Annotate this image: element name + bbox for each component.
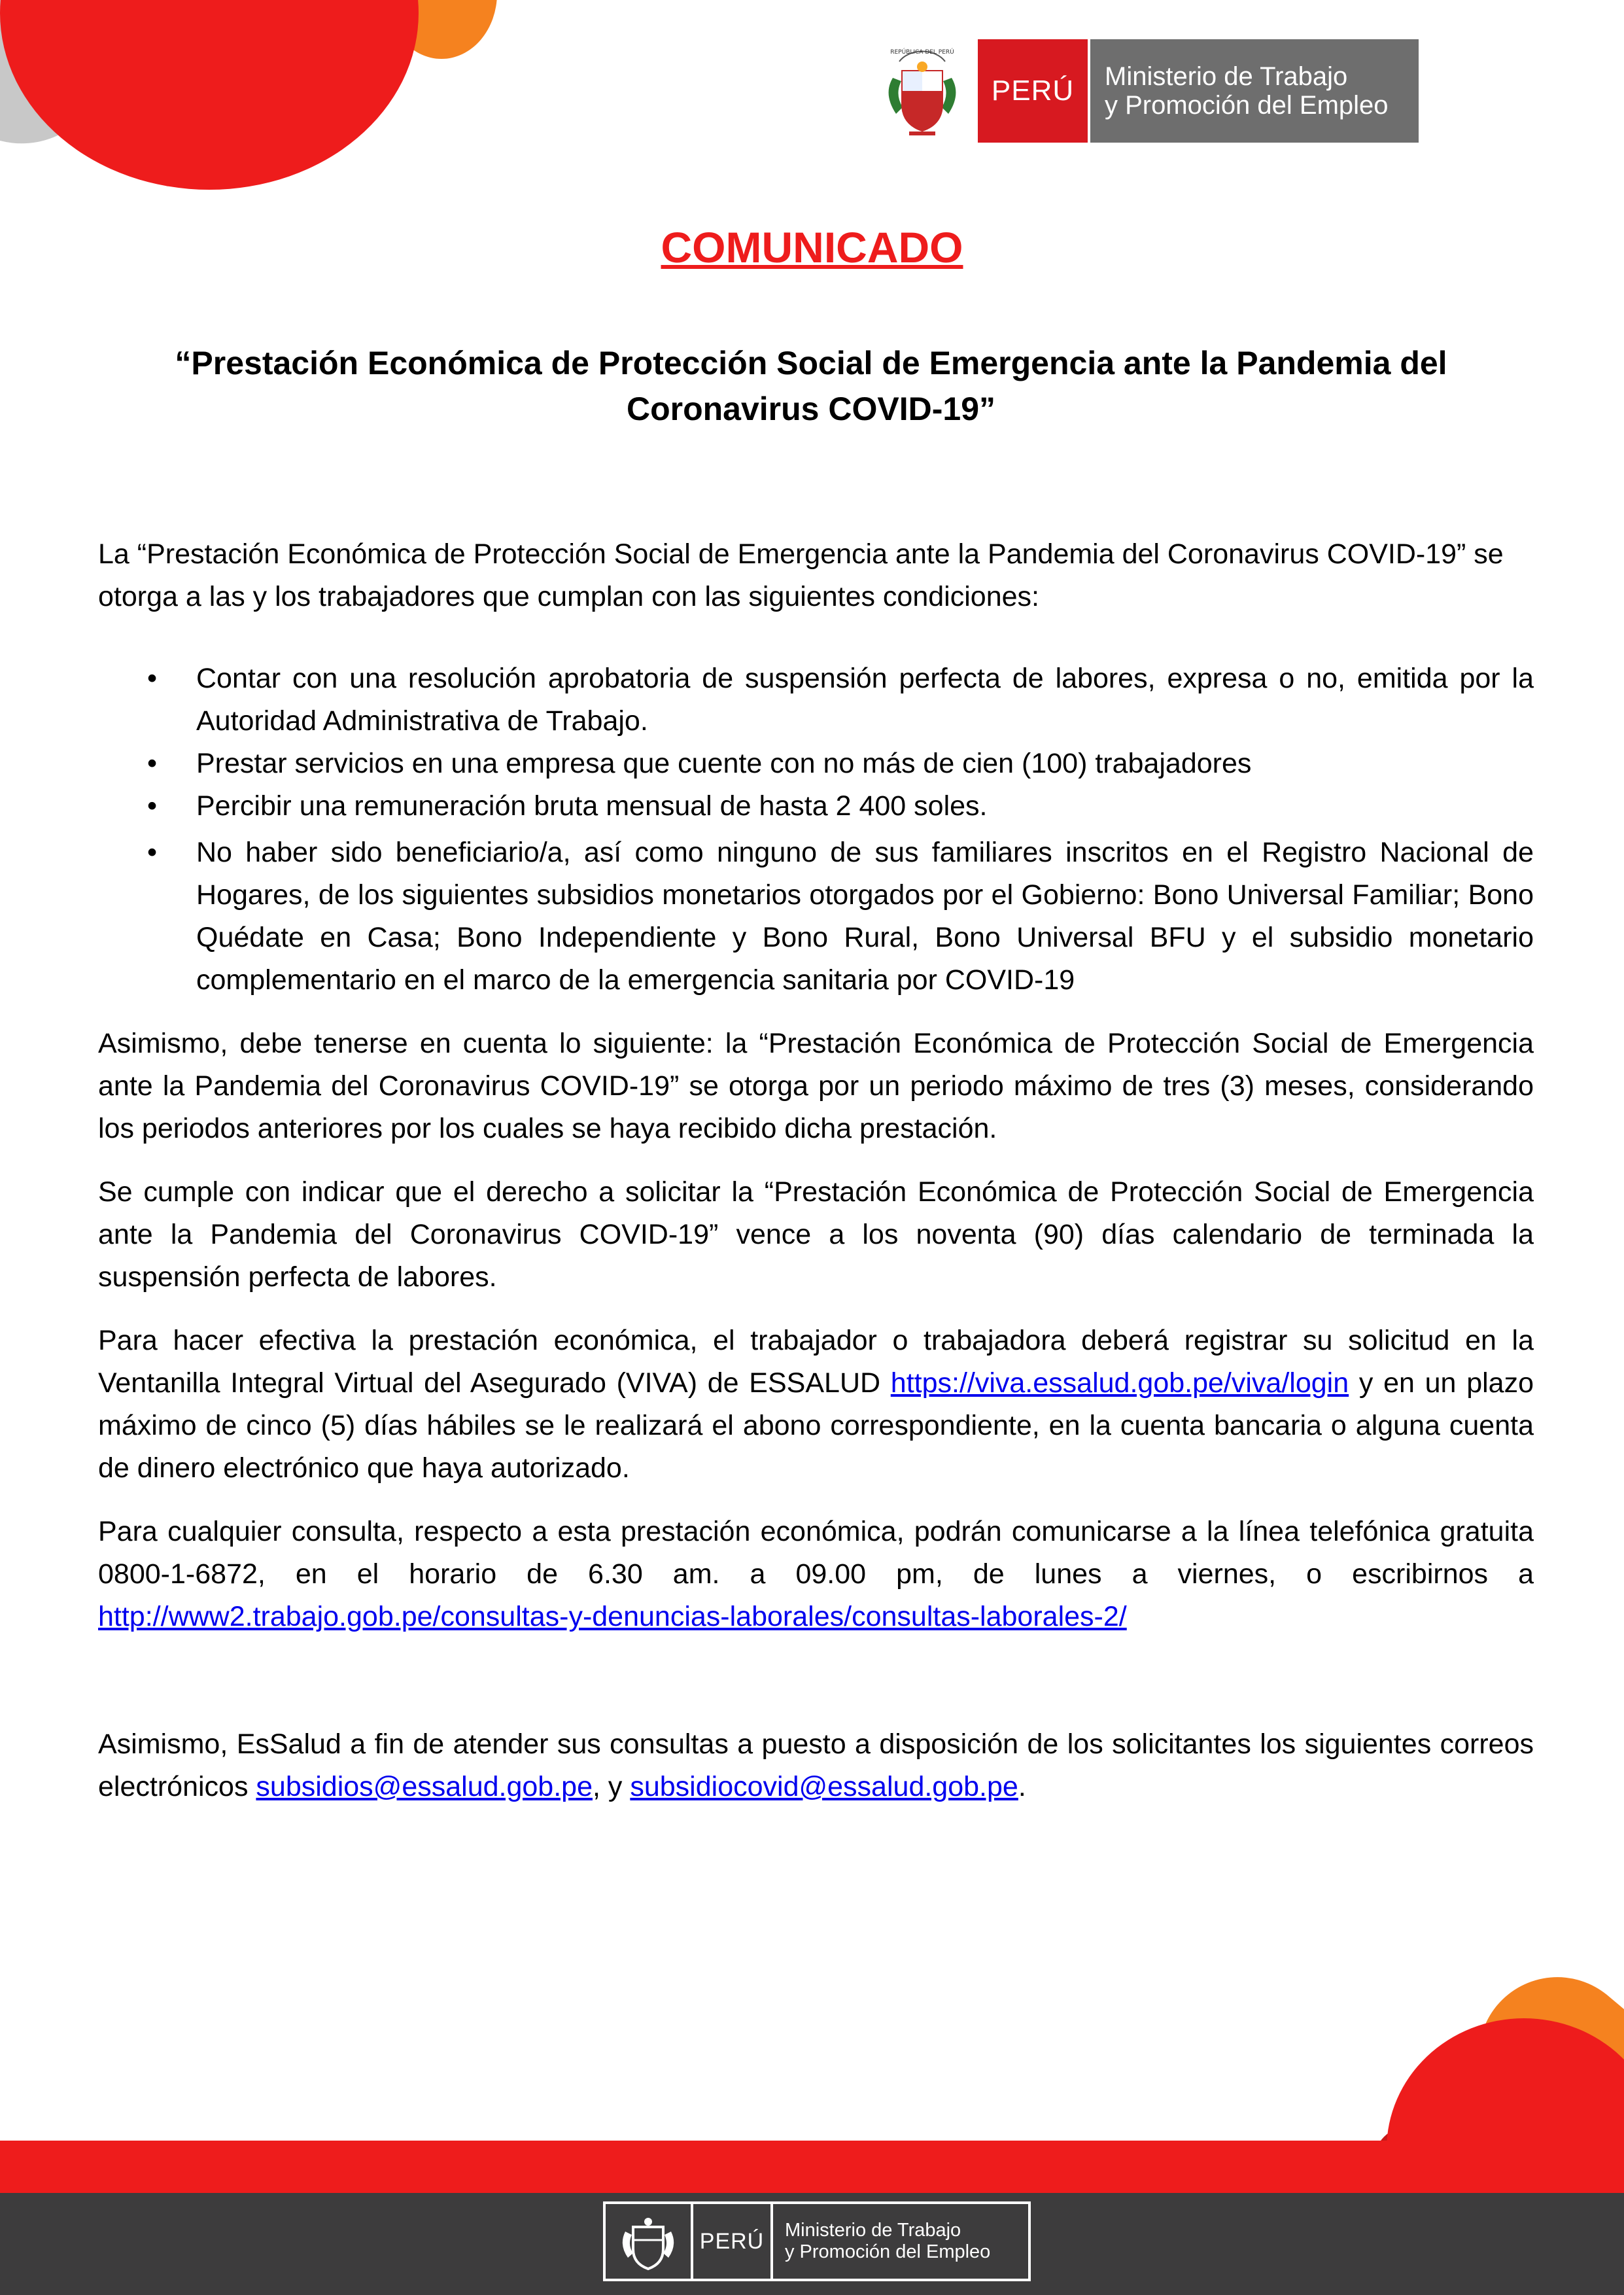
intro-paragraph: La “Prestación Económica de Protección Social de Emergencia ante la Pandemia del Coronavirus COVID-19” se otorga a las y los trabajadores que cumplan con las siguientes condiciones:	[98, 538, 1504, 612]
document-title: COMUNICADO	[661, 223, 963, 272]
contact-paragraph	[98, 1511, 1534, 1638]
period-paragraph: Asimismo, debe tenerse en cuenta lo siguiente: la “Prestación Económica de Protección Social de Emergencia ante la Pandemia del Coronavirus COVID-19” se otorga por un periodo máximo de tres (3) meses, considerando los periodos anteriores por los cuales se haya recibido dicha prestación.	[98, 1028, 1534, 1144]
viva-link[interactable]: https://viva.essalud.gob.pe/viva/login	[890, 1367, 1349, 1399]
ministry-name	[1088, 39, 1419, 143]
registration-text-end: y en un plazo máximo de cinco (5) días hábiles se le realizará el abono correspondiente, en la cuenta bancaria o alguna cuenta de dinero electrónico que haya autorizado.	[98, 1367, 1534, 1484]
conditions-list	[98, 657, 1534, 1002]
footer-ministry-line-1: Ministerio de Trabajo	[785, 2220, 961, 2241]
registration-paragraph	[98, 1320, 1534, 1490]
footer-peru-label: PERÚ	[693, 2204, 773, 2279]
coat-of-arms-icon	[880, 39, 965, 143]
header-logo	[880, 39, 1419, 143]
email-link-subsidiocovid[interactable]: subsidiocovid@essalud.gob.pe	[630, 1771, 1018, 1802]
subtitle-line-1: “Prestación Económica de Protección Social de Emergencia ante la Pandemia del	[175, 345, 1447, 381]
email-separator: , y	[593, 1771, 631, 1802]
list-item: • Percibir una remuneración bruta mensual de hasta 2 400 soles.	[98, 785, 1534, 828]
list-item: • No haber sido beneficiario/a, así como ninguno de sus familiares inscritos en el Registro Nacional de Hogares, de los siguientes subsidios monetarios otorgados por el Gobierno: Bono Universal Familiar; Bono Quédate en Casa; Bono Independiente y Bono Rural, Bono Universal BFU y el subsidio monetario complementario en el marco de la emergencia sanitaria por COVID-19	[98, 832, 1534, 1002]
email-link-subsidios[interactable]: subsidios@essalud.gob.pe	[256, 1771, 593, 1802]
subtitle-line-2: Coronavirus COVID-19”	[626, 391, 995, 427]
deadline-paragraph: Se cumple con indicar que el derecho a solicitar la “Prestación Económica de Protección Social de Emergencia ante la Pandemia del Coronavirus COVID-19” vence a los noventa (90) días calendario de terminada la suspensión perfecta de labores.	[98, 1176, 1534, 1293]
footer-logo	[603, 2201, 1031, 2281]
svg-text:REPÚBLICA DEL PERÚ: REPÚBLICA DEL PERÚ	[890, 49, 954, 56]
decor-red-circle	[0, 0, 419, 190]
ministry-line-1: Ministerio de Trabajo	[1105, 62, 1348, 91]
footer-ministry-name	[773, 2204, 1028, 2279]
email-paragraph	[98, 1723, 1534, 1808]
registration-text: Para hacer efectiva la prestación económica, el trabajador o trabajadora deberá registrar su solicitud en la Ventanilla Integral Virtual del Asegurado (VIVA) de ESSALUD	[98, 1325, 1534, 1399]
consultas-link[interactable]: http://www2.trabajo.gob.pe/consultas-y-denuncias-laborales/consultas-laborales-2/	[98, 1601, 1127, 1632]
footer-red-band	[0, 2141, 1624, 2193]
email-end: .	[1018, 1771, 1026, 1802]
list-item: • Contar con una resolución aprobatoria de suspensión perfecta de labores, expresa o no, emitida por la Autoridad Administrativa de Trabajo.	[98, 657, 1534, 743]
email-text: Asimismo, EsSalud a fin de atender sus consultas a puesto a disposición de los solicitantes los siguientes correos electrónicos	[98, 1728, 1534, 1802]
footer-coat-of-arms-icon	[606, 2204, 693, 2279]
document-subtitle	[150, 340, 1472, 432]
document-body	[98, 533, 1534, 1829]
ministry-line-2: y Promoción del Empleo	[1105, 91, 1389, 120]
peru-label: PERÚ	[978, 39, 1088, 143]
footer-ministry-line-2: y Promoción del Empleo	[785, 2241, 991, 2262]
contact-text: Para cualquier consulta, respecto a esta prestación económica, podrán comunicarse a la línea telefónica gratuita 0800-1-6872, en el horario de 6.30 am. a 09.00 pm, de lunes a viernes, o escribirnos a	[98, 1516, 1534, 1590]
list-item: • Prestar servicios en una empresa que cuente con no más de cien (100) trabajadores	[98, 743, 1534, 785]
